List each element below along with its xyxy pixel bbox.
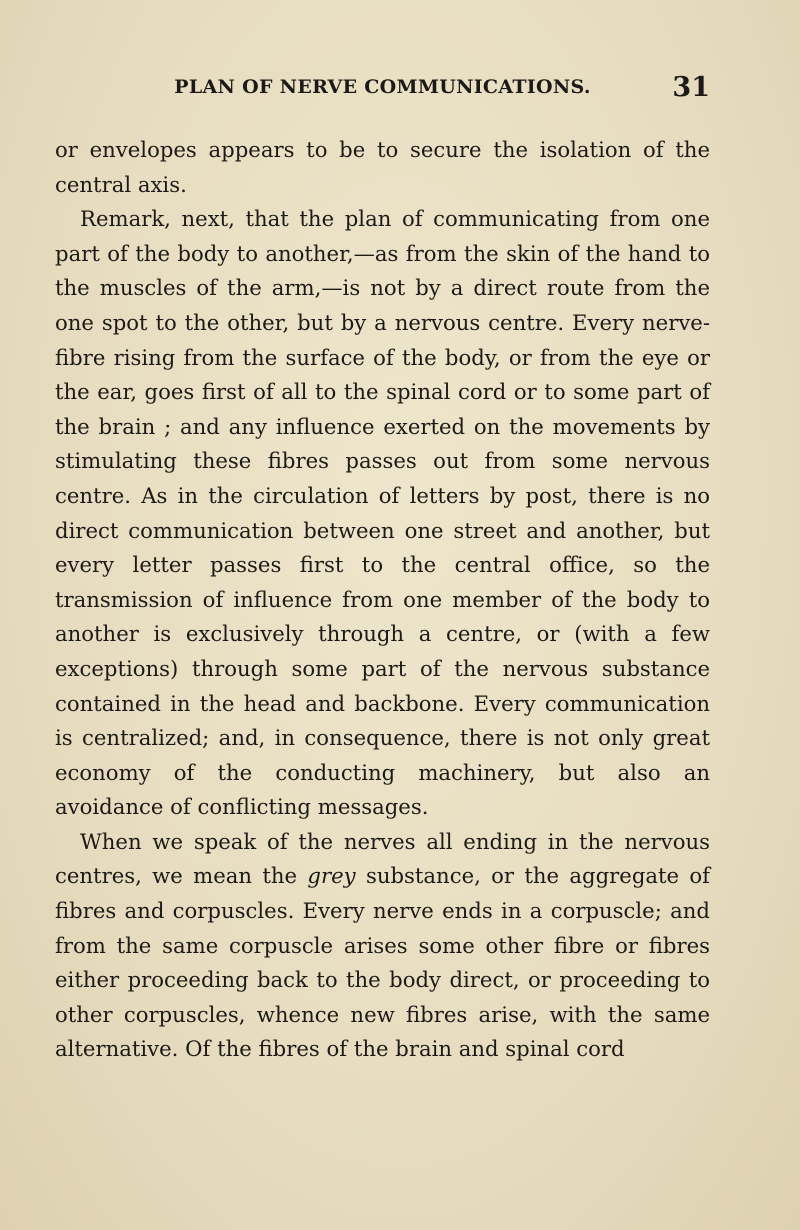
paragraph-text-start: When we speak of the nerves all ending in the nervous centres, we mean the bbox=[55, 828, 710, 889]
page-number: 31 bbox=[672, 72, 710, 103]
body-text bbox=[55, 133, 710, 1067]
paragraph-remark: Remark, next, that the plan of communicating from one part of the body to another,—as from the skin of the hand to the muscles of the arm,—is not by a direct route from the one spot to the other, but by a nervous centre. Every nerve-fibre rising from the surface of the body, or from the eye or the ear, goes first of all to the spinal cord or to some part of the brain ; and any influence exerted on the movements by stimulating these fibres passes out from some nervous centre. As in the circulation of letters by post, there is no direct communication between one street and another, but every letter passes first to the central office, so the transmission of influence from one member of the body to another is exclusively through a centre, or (with a few exceptions) through some part of the nervous substance contained in the head and backbone. Every communication is centralized; and, in consequence, there is not only great economy of the conducting machinery, but also an avoidance of conflicting messages. bbox=[55, 206, 710, 820]
running-title: PLAN OF NERVE COMMUNICATIONS. bbox=[174, 76, 591, 98]
paragraph-text-end: substance, or the aggregate of fibres and corpuscles. Every nerve ends in a corpuscle; and from the same corpuscle arises some other fibre or fibres either proceeding back to the body direct, or proceeding to other corpuscles, whence new fibres arise, with the same alternative. Of the fibres of the brain and spinal cord bbox=[55, 863, 710, 1062]
italic-term: grey bbox=[307, 863, 356, 889]
running-head bbox=[55, 72, 710, 106]
paragraph-continued: or envelopes appears to be to secure the isolation of the central axis. bbox=[55, 137, 710, 197]
paragraph-grey-substance bbox=[55, 825, 710, 1067]
